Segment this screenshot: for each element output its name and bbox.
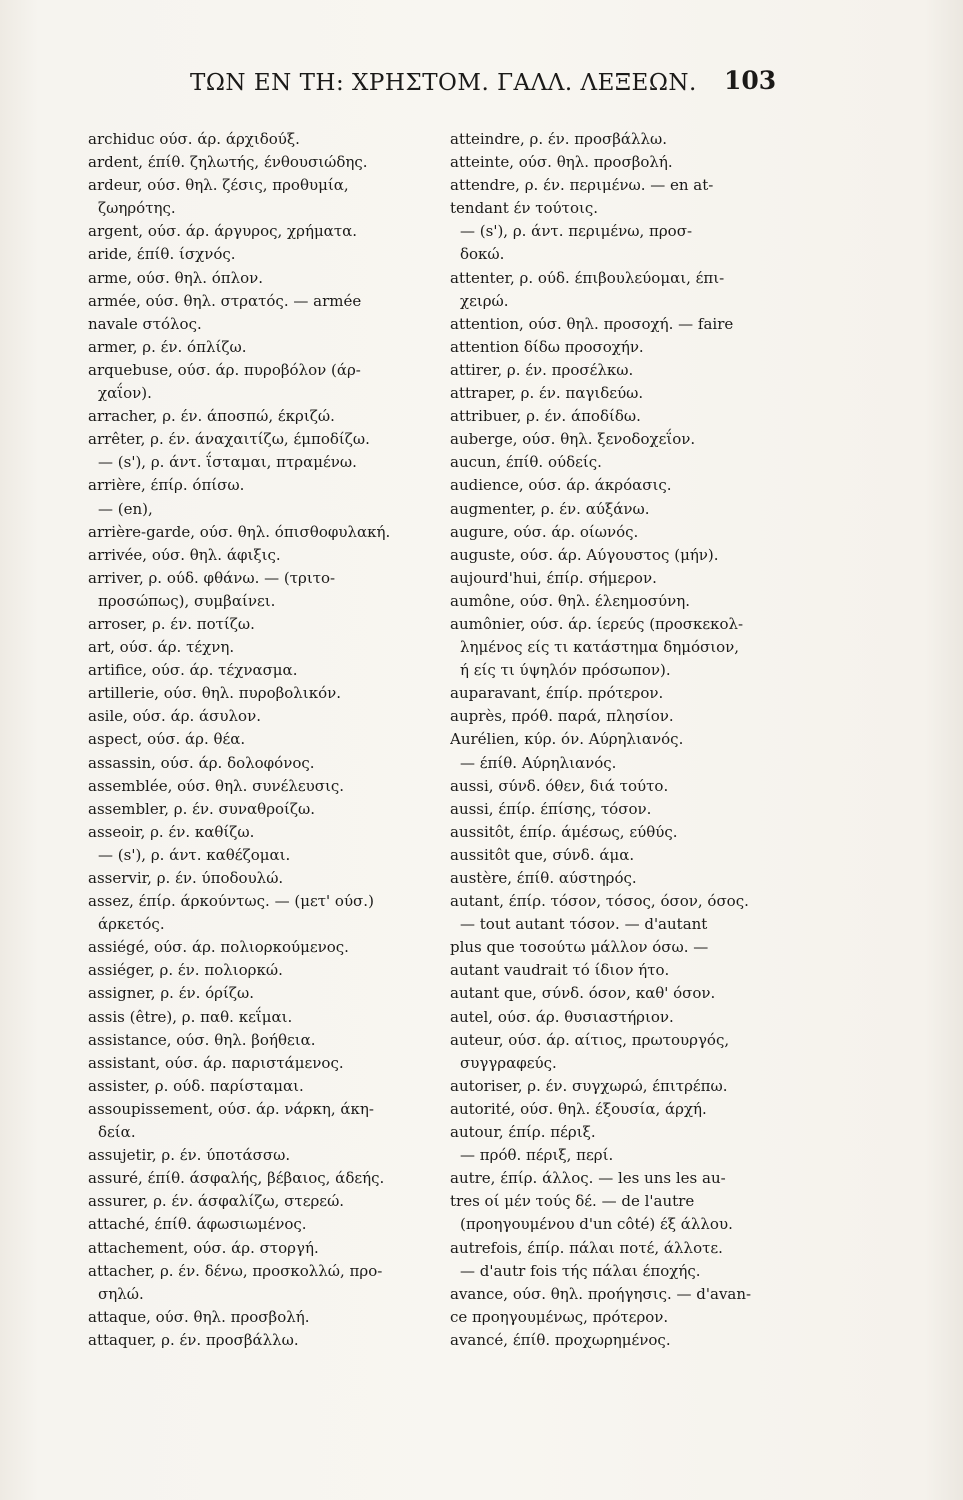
dictionary-entry-line: assiéger, ρ. έν. πολιορκώ. <box>88 961 283 980</box>
dictionary-entry-line: auteur, ούσ. άρ. αίτιος, πρωτουργός, <box>450 1030 730 1049</box>
dictionary-entry-line: art, ούσ. άρ. τέχνη. <box>88 638 235 657</box>
dictionary-entry-line: attention, ούσ. θηλ. προσοχή. — faire <box>450 314 734 333</box>
dictionary-entry-line: arrêter, ρ. έν. άναχαιτίζω, έμποδίζω. <box>88 430 370 449</box>
dictionary-entry-line: attenter, ρ. ούδ. έπιβουλεύομαι, έπι- <box>450 268 725 287</box>
dictionary-entry-line: autant vaudrait τό ίδιον ήτο. <box>450 961 670 980</box>
dictionary-entry-line: tendant έν τούτοις. <box>450 199 599 218</box>
dictionary-entry-line: προσώπως), συμβαίνει. <box>98 591 276 610</box>
dictionary-entry-line: autre, έπίρ. άλλος. — les uns les au- <box>450 1169 726 1188</box>
dictionary-entry-line: asile, ούσ. άρ. άσυλον. <box>88 707 261 726</box>
dictionary-entry-line: autour, έπίρ. πέριξ. <box>450 1123 596 1142</box>
dictionary-entry-line: autorité, ούσ. θηλ. έξουσία, άρχή. <box>450 1099 707 1118</box>
dictionary-entry-line: assembler, ρ. έν. συναθροίζω. <box>88 799 316 818</box>
dictionary-entry-line: artifice, ούσ. άρ. τέχνασμα. <box>88 661 298 680</box>
dictionary-entry-line: autant que, σύνδ. όσον, καθ' όσον. <box>450 984 716 1003</box>
dictionary-entry-line: atteindre, ρ. έν. προσβάλλω. <box>450 130 668 148</box>
dictionary-entry-line: auprès, πρόθ. παρά, πλησίον. <box>450 707 674 726</box>
dictionary-entry-line: austère, έπίθ. αύστηρός. <box>450 869 637 887</box>
dictionary-entry-line: assistant, ούσ. άρ. παριστάμενος. <box>88 1053 344 1072</box>
dictionary-entry-line: assiégé, ούσ. άρ. πολιορκούμενος. <box>88 938 349 957</box>
dictionary-entry-line: χαΐον). <box>98 384 152 403</box>
dictionary-entry-line: λημένος είς τι κατάστημα δημόσιον, <box>460 638 740 657</box>
dictionary-entry-line: arroser, ρ. έν. ποτίζω. <box>88 614 255 633</box>
dictionary-entry-line: autel, ούσ. άρ. θυσιαστήριον. <box>450 1007 674 1026</box>
dictionary-entry-line: augmenter, ρ. έν. αύξάνω. <box>450 499 650 518</box>
dictionary-entry-line: Aurélien, κύρ. όν. Αύρηλιανός. <box>450 730 684 749</box>
dictionary-entry-line: δοκώ. <box>460 245 505 264</box>
dictionary-entry-line: armer, ρ. έν. όπλίζω. <box>88 337 247 356</box>
dictionary-entry-line: plus que τοσούτω μάλλον όσω. — <box>450 938 709 957</box>
dictionary-entry-line: auguste, ούσ. άρ. Αύγουστος (μήν). <box>450 545 719 564</box>
dictionary-entry-line: assujetir, ρ. έν. ύποτάσσω. <box>88 1146 291 1165</box>
dictionary-entry-line: assuré, έπίθ. άσφαλής, βέβαιος, άδεής. <box>88 1169 385 1188</box>
dictionary-entry-line: arracher, ρ. έν. άποσπώ, έκριζώ. <box>88 407 335 426</box>
dictionary-entry-line: navale στόλος. <box>88 314 202 333</box>
dictionary-entry-line: δεία. <box>98 1123 136 1142</box>
dictionary-entry-line: — (s'), ρ. άντ. περιμένω, προσ- <box>460 222 693 241</box>
dictionary-entry-line: autoriser, ρ. έν. συγχωρώ, έπιτρέπω. <box>450 1076 728 1095</box>
dictionary-entry-line: — d'autr fois τής πάλαι έποχής. <box>460 1261 701 1280</box>
dictionary-entry-line: — έπίθ. Αύρηλιανός. <box>460 753 617 772</box>
dictionary-entry-line: asservir, ρ. έν. ύποδουλώ. <box>88 869 284 887</box>
dictionary-entry-line: archiduc ούσ. άρ. άρχιδούξ. <box>88 130 300 148</box>
dictionary-entry-line: attacher, ρ. έν. δένω, προσκολλώ, προ- <box>88 1261 383 1280</box>
dictionary-entry-line: arrivée, ούσ. θηλ. άφιξις. <box>88 545 281 564</box>
dictionary-entry-line: assurer, ρ. έν. άσφαλίζω, στερεώ. <box>88 1192 345 1211</box>
page-number: 103 <box>724 66 777 95</box>
dictionary-entry-line: attribuer, ρ. έν. άποδίδω. <box>450 407 641 426</box>
dictionary-entry-line: attendre, ρ. έν. περιμένω. — en at- <box>450 176 714 195</box>
dictionary-entry-line: asseoir, ρ. έν. καθίζω. <box>88 822 255 841</box>
dictionary-entry-line: attaché, έπίθ. άφωσιωμένος. <box>88 1215 307 1234</box>
dictionary-entry-line: autrefois, έπίρ. πάλαι ποτέ, άλλοτε. <box>450 1238 723 1257</box>
dictionary-entry-line: arquebuse, ούσ. άρ. πυροβόλον (άρ- <box>88 360 361 379</box>
dictionary-entry-line: ardent, έπίθ. ζηλωτής, ένθουσιώδης. <box>88 153 368 172</box>
dictionary-entry-line: ce προηγουμένως, πρότερον. <box>450 1307 669 1326</box>
dictionary-entry-line: attaquer, ρ. έν. προσβάλλω. <box>88 1330 299 1349</box>
dictionary-entry-line: attraper, ρ. έν. παγιδεύω. <box>450 384 644 403</box>
dictionary-entry-line: arrière, έπίρ. όπίσω. <box>88 476 245 495</box>
dictionary-entry-line: assoupissement, ούσ. άρ. νάρκη, άκη- <box>88 1099 374 1118</box>
dictionary-entry-line: aspect, ούσ. άρ. θέα. <box>88 730 246 749</box>
dictionary-entry-line: assez, έπίρ. άρκούντως. — (μετ' ούσ.) <box>88 892 374 911</box>
dictionary-entry-line: — (s'), ρ. άντ. ΐσταμαι, πτραμένω. <box>98 453 357 472</box>
dictionary-entry-line: avance, ούσ. θηλ. προήγησις. — d'avan- <box>450 1284 752 1303</box>
dictionary-entry-line: arrière-garde, ούσ. θηλ. όπισθοφυλακή. <box>88 522 391 541</box>
dictionary-entry-line: ζωηρότης. <box>98 199 176 218</box>
dictionary-entry-line: assigner, ρ. έν. όρίζω. <box>88 984 254 1003</box>
dictionary-entry-line: — tout autant τόσον. — d'autant <box>460 915 708 934</box>
dictionary-entry-line: — (s'), ρ. άντ. καθέζομαι. <box>98 845 291 864</box>
dictionary-entry-line: assemblée, ούσ. θηλ. συνέλευσις. <box>88 776 345 795</box>
dictionary-entry-line: assister, ρ. ούδ. παρίσταμαι. <box>88 1076 304 1095</box>
dictionary-entry-line: aumône, ούσ. θηλ. έλεημοσύνη. <box>450 591 690 610</box>
dictionary-entry-line: tres οί μέν τούς δέ. — de l'autre <box>450 1192 695 1211</box>
dictionary-entry-line: aujourd'hui, έπίρ. σήμερον. <box>450 568 657 587</box>
dictionary-entry-line: attachement, ούσ. άρ. στοργή. <box>88 1238 319 1257</box>
dictionary-entry-line: audience, ούσ. άρ. άκρόασις. <box>450 476 672 495</box>
dictionary-entry-line: auberge, ούσ. θηλ. ξενοδοχεΐον. <box>450 430 696 449</box>
dictionary-entry-line: — πρόθ. πέριξ, περί. <box>460 1146 614 1165</box>
dictionary-entry-line: augure, ούσ. άρ. οίωνός. <box>450 522 639 541</box>
dictionary-entry-line: aucun, έπίθ. ούδείς. <box>450 453 602 472</box>
dictionary-entry-line: attirer, ρ. έν. προσέλκω. <box>450 360 634 379</box>
dictionary-entry-line: arriver, ρ. ούδ. φθάνω. — (τριτο- <box>88 568 336 587</box>
dictionary-entry-line: atteinte, ούσ. θηλ. προσβολή. <box>450 153 673 172</box>
dictionary-entry-line: σηλώ. <box>98 1284 144 1303</box>
dictionary-entry-line: aussitôt, έπίρ. άμέσως, εύθύς. <box>450 822 678 841</box>
dictionary-entry-line: (προηγουμένου d'un côté) έξ άλλου. <box>460 1215 733 1234</box>
left-column <box>88 128 438 1352</box>
right-column <box>450 128 795 1352</box>
dictionary-entry-line: ardeur, ούσ. θηλ. ζέσις, προθυμία, <box>88 176 349 195</box>
dictionary-entry-line: χειρώ. <box>460 291 509 310</box>
dictionary-entry-line: armée, ούσ. θηλ. στρατός. — armée <box>88 291 362 310</box>
dictionary-entry-line: assassin, ούσ. άρ. δολοφόνος. <box>88 753 315 772</box>
dictionary-entry-line: aussi, σύνδ. όθεν, διά τούτο. <box>450 776 669 795</box>
dictionary-entry-line: attention δίδω προσοχήν. <box>450 337 644 356</box>
dictionary-entry-line: assis (être), ρ. παθ. κεΐμαι. <box>88 1007 293 1026</box>
dictionary-entry-line: aussi, έπίρ. έπίσης, τόσον. <box>450 799 652 818</box>
dictionary-entry-line: aumônier, ούσ. άρ. ίερεύς (προσκεκολ- <box>450 614 744 633</box>
dictionary-entry-line: ή είς τι ύψηλόν πρόσωπον). <box>460 661 671 680</box>
dictionary-entry-line: autant, έπίρ. τόσον, τόσος, όσον, όσος. <box>450 892 749 911</box>
dictionary-entry-line: aussitôt que, σύνδ. άμα. <box>450 845 635 864</box>
dictionary-entry-line: aride, έπίθ. ίσχνός. <box>88 245 236 264</box>
running-head: ΤΩΝ ΕΝ ΤΗ: ΧΡΗΣΤΟΜ. ΓΑΛΛ. ΛΕΞΕΩΝ. <box>190 70 697 96</box>
dictionary-entry-line: — (en), <box>98 499 153 518</box>
dictionary-entry-line: assistance, ούσ. θηλ. βοήθεια. <box>88 1030 316 1049</box>
dictionary-entry-line: άρκετός. <box>98 915 165 934</box>
dictionary-entry-line: argent, ούσ. άρ. άργυρος, χρήματα. <box>88 222 358 241</box>
dictionary-entry-line: attaque, ούσ. θηλ. προσβολή. <box>88 1307 310 1326</box>
dictionary-entry-line: auparavant, έπίρ. πρότερον. <box>450 684 664 703</box>
dictionary-entry-line: arme, ούσ. θηλ. όπλον. <box>88 268 264 287</box>
dictionary-entry-line: avancé, έπίθ. προχωρημένος. <box>450 1330 671 1349</box>
dictionary-entry-line: artillerie, ούσ. θηλ. πυροβολικόν. <box>88 684 341 703</box>
dictionary-entry-line: συγγραφεύς. <box>460 1053 557 1072</box>
